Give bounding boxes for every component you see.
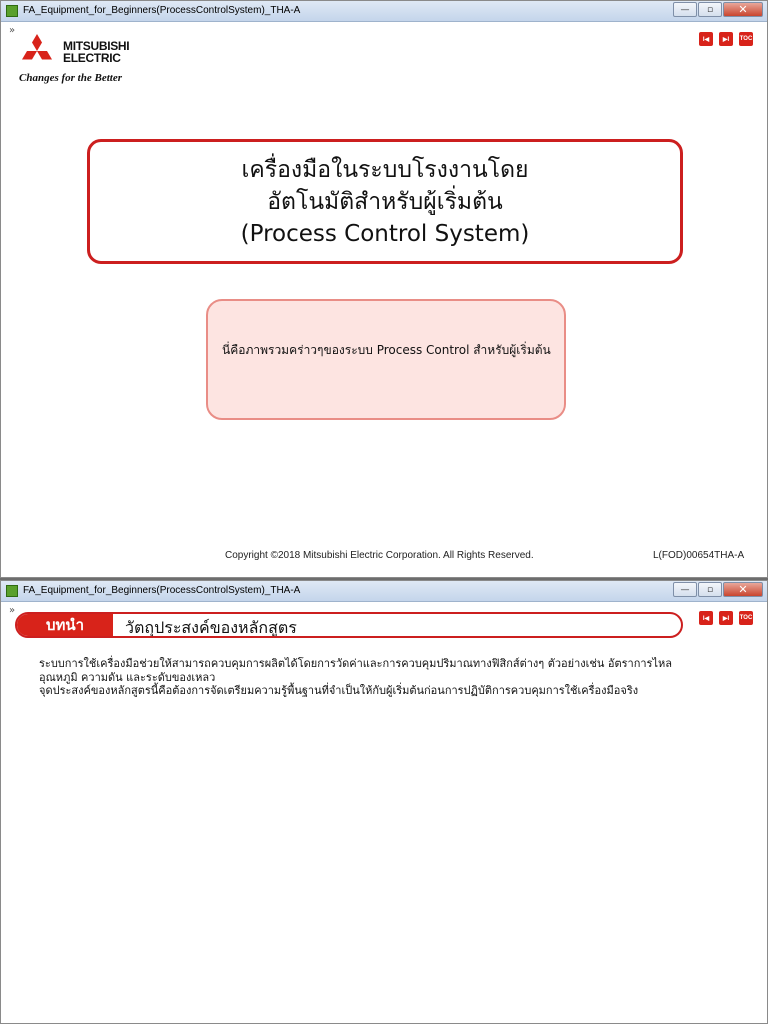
close-button[interactable]: ✕ [723, 2, 763, 17]
section-title: วัตถุประสงค์ของหลักสูตร [125, 618, 297, 637]
close-button[interactable]: ✕ [723, 582, 763, 597]
minimize-button[interactable]: — [673, 2, 697, 17]
mitsubishi-logo [17, 34, 147, 84]
body-line-2: อุณหภูมิ ความดัน และระดับของเหลว [39, 670, 216, 684]
body-line-1: ระบบการใช้เครื่องมือช่วยให้สามารถควบคุมการผลิตได้โดยการวัดค่าและการควบคุมปริมาณทางฟิสิกส์ต่างๆ ตัวอย่างเช่น อัตราการไหล [39, 657, 672, 670]
first-page-button[interactable]: I◀ [699, 611, 713, 625]
last-page-button[interactable]: ▶I [719, 611, 733, 625]
last-page-button[interactable]: ▶I [719, 32, 733, 46]
first-page-button[interactable]: I◀ [699, 32, 713, 46]
toc-button[interactable]: TOC [739, 32, 753, 46]
window-titlebar[interactable] [1, 1, 767, 22]
brand-name [63, 40, 129, 64]
brand-tagline: Changes for the Better [19, 72, 122, 84]
course-title-box [87, 139, 683, 264]
course-code: L(FOD)00654THA-A [653, 550, 745, 561]
brand-line-1: MITSUBISHI [63, 39, 130, 53]
expand-chevron-icon[interactable]: » [9, 605, 16, 616]
toc-button[interactable]: TOC [739, 611, 753, 625]
maximize-button[interactable]: ▫ [698, 582, 722, 597]
section-tag: บทนำ [17, 614, 113, 636]
body-line-3: จุดประสงค์ของหลักสูตรนี้คือต้องการจัดเตรียมความรู้พื้นฐานที่จำเป็นให้กับผู้เริ่มต้นก่อนการปฏิบัติการควบคุมการใช้เครื่องมือจริง [39, 684, 639, 697]
nav-buttons [699, 611, 753, 625]
section-header [15, 612, 683, 638]
minimize-button[interactable]: — [673, 582, 697, 597]
course-title-line-1: เครื่องมือในระบบโรงงานโดย [241, 157, 529, 183]
three-diamonds-icon [17, 34, 57, 68]
window-controls [672, 582, 763, 597]
maximize-button[interactable]: ▫ [698, 2, 722, 17]
course-description: นี่คือภาพรวมคร่าวๆของระบบ Process Control สำหรับผู้เริ่มต้น [222, 343, 551, 357]
course-title-line-2: อัตโนมัติสำหรับผู้เริ่มต้น [267, 189, 503, 215]
window-controls [672, 2, 763, 17]
nav-buttons [699, 32, 753, 46]
course-title-line-3: (Process Control System) [240, 221, 530, 247]
app-icon [6, 585, 18, 597]
window-titlebar[interactable] [1, 581, 767, 602]
course-window-2 [0, 580, 768, 1024]
course-objective-text [39, 657, 739, 698]
expand-chevron-icon[interactable]: » [9, 25, 16, 36]
course-description-box [206, 299, 566, 420]
brand-line-2: ELECTRIC [63, 51, 121, 65]
app-icon [6, 5, 18, 17]
copyright-text: Copyright ©2018 Mitsubishi Electric Corporation. All Rights Reserved. [225, 550, 534, 561]
window-title: FA_Equipment_for_Beginners(ProcessControlSystem)_THA-A [23, 5, 301, 16]
window-title: FA_Equipment_for_Beginners(ProcessControlSystem)_THA-A [23, 585, 301, 596]
